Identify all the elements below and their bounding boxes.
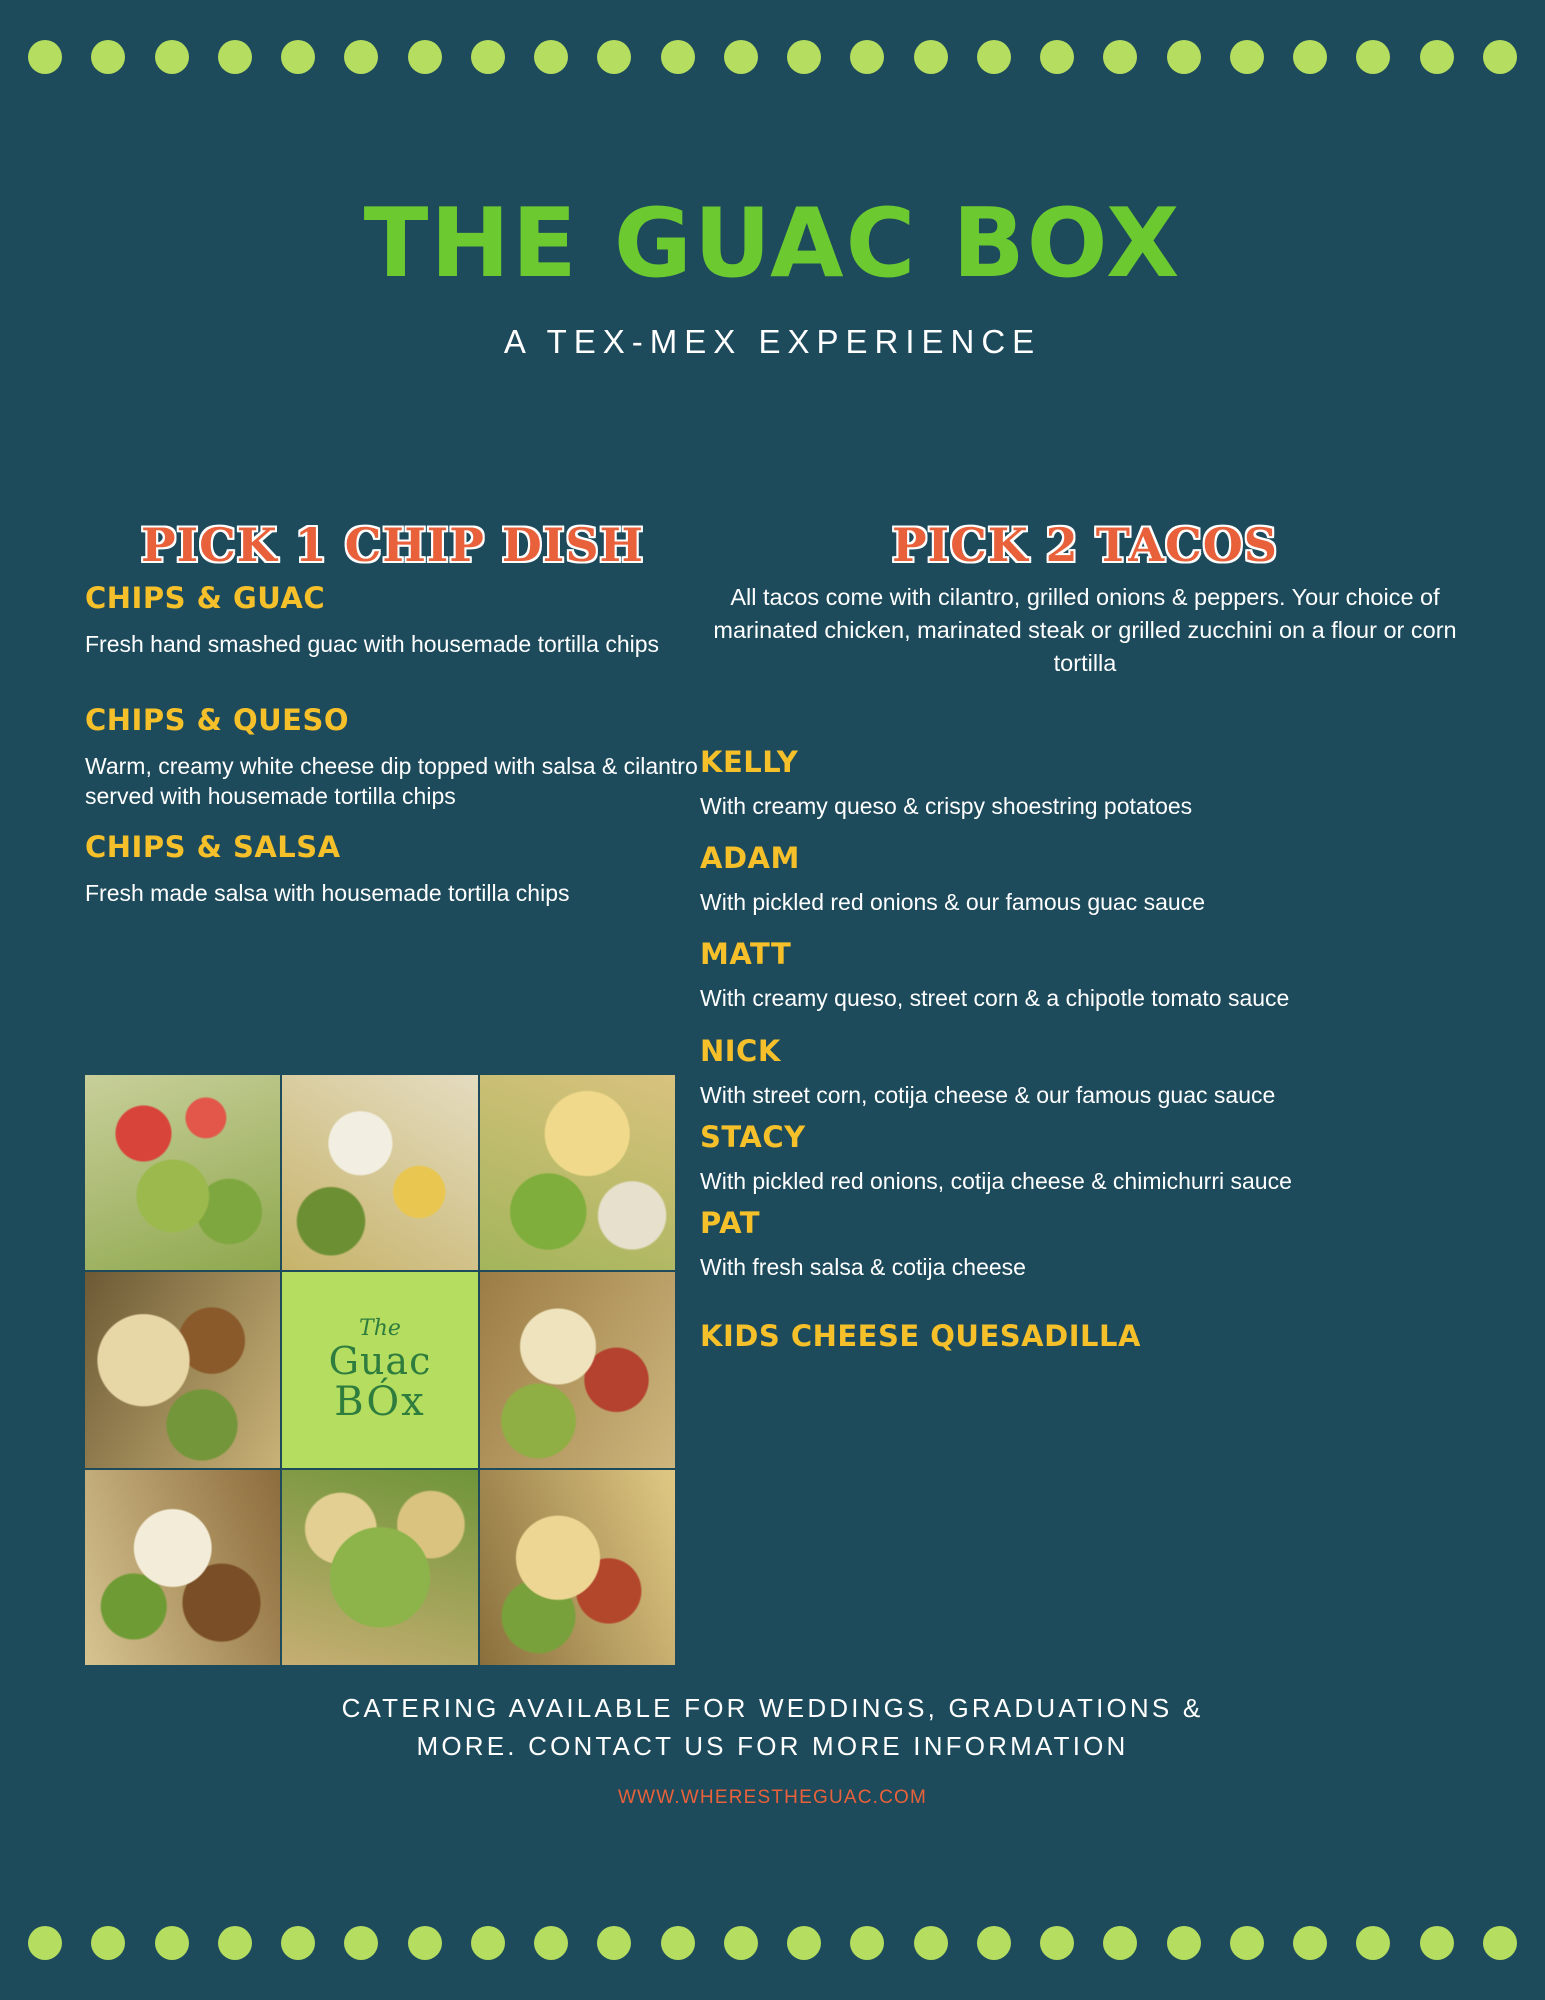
menu-item-name: MATT [700, 937, 792, 972]
spacer [700, 821, 1470, 841]
menu-item-name: CHIPS & QUESO [85, 702, 350, 737]
decorative-dot [408, 40, 442, 74]
catering-line-2: MORE. CONTACT US FOR MORE INFORMATION [416, 1730, 1129, 1761]
decorative-dot [597, 40, 631, 74]
brand-logo [282, 1272, 477, 1467]
menu-item-description: Fresh hand smashed guac with housemade tortilla chips [85, 630, 660, 657]
decorative-dot [850, 1926, 884, 1960]
decorative-dot [914, 40, 948, 74]
decorative-dot [28, 40, 62, 74]
decorative-dot [1356, 1926, 1390, 1960]
decorative-dot [661, 1926, 695, 1960]
menu-item-description: Fresh made salsa with housemade tortilla chips [85, 879, 570, 906]
decorative-dot [1356, 40, 1390, 74]
decorative-dot [155, 40, 189, 74]
tacos-intro-text: All tacos come with cilantro, grilled onions & peppers. Your choice of marinated chicken, marinated steak or grilled zucchini on a flour or corn tortilla [713, 583, 1457, 677]
decorative-dot [914, 1926, 948, 1960]
photo-chips-salsa-guac [85, 1075, 280, 1270]
decorative-dot [1483, 1926, 1517, 1960]
photo-crema-taco [85, 1470, 280, 1665]
menu-item-description: With fresh salsa & cotija cheese [700, 1254, 1026, 1281]
menu-item [700, 937, 1470, 1013]
catering-line-1: CATERING AVAILABLE FOR WEDDINGS, GRADUATIONS & [341, 1693, 1204, 1723]
decorative-dot [1040, 40, 1074, 74]
decorative-dot [977, 1926, 1011, 1960]
logo-the-text: The [359, 1315, 401, 1341]
decorative-dot [787, 1926, 821, 1960]
decorative-dot [1420, 1926, 1454, 1960]
decorative-dot [344, 1926, 378, 1960]
menu-item-description: With creamy queso & crispy shoestring potatoes [700, 792, 1193, 819]
spacer [85, 812, 700, 830]
decorative-dot [1040, 1926, 1074, 1960]
menu-item-description: With creamy queso, street corn & a chipotle tomato sauce [700, 985, 1290, 1012]
decorative-dot [1230, 1926, 1264, 1960]
menu-item [700, 1319, 1470, 1353]
decorative-dot [1293, 1926, 1327, 1960]
spacer [700, 681, 1470, 745]
decorative-dot [1167, 1926, 1201, 1960]
menu-item-name: KIDS CHEESE QUESADILLA [700, 1318, 1141, 1353]
menu-item [700, 841, 1470, 917]
decorative-dot [977, 40, 1011, 74]
photo-green-sauce-taco [480, 1075, 675, 1270]
menu-item-name: CHIPS & GUAC [85, 580, 326, 615]
tacos-section-heading: PICK 2 TACOS [891, 518, 1279, 572]
photo-street-corn-taco [282, 1075, 477, 1270]
decorative-dot [471, 40, 505, 74]
menu-item [700, 745, 1470, 821]
spacer [85, 659, 700, 703]
spacer [700, 1196, 1470, 1206]
decorative-dot [1103, 40, 1137, 74]
decorative-dot [661, 40, 695, 74]
decorative-dot [281, 40, 315, 74]
spacer [700, 1283, 1470, 1319]
decorative-dot [534, 1926, 568, 1960]
menu-item [85, 830, 700, 908]
decorative-dot [787, 40, 821, 74]
spacer [700, 917, 1470, 937]
decorative-dot [724, 40, 758, 74]
chips-section-heading: PICK 1 CHIP DISH [140, 518, 645, 572]
decorative-dot [91, 40, 125, 74]
top-dot-border [0, 22, 1545, 92]
photo-cilantro-taco [480, 1470, 675, 1665]
menu-item-name: NICK [700, 1033, 781, 1068]
logo-guac-text: Guac [328, 1338, 432, 1383]
decorative-dot [471, 1926, 505, 1960]
tacos-section [700, 520, 1545, 1353]
menu-item-description: Warm, creamy white cheese dip topped with salsa & cilantro served with housemade tortilla chips [85, 752, 698, 810]
menu-item-description: With street corn, cotija cheese & our famous guac sauce [700, 1081, 1276, 1108]
decorative-dot [1167, 40, 1201, 74]
bottom-dot-border [0, 1908, 1545, 1978]
decorative-dot [1230, 40, 1264, 74]
decorative-dot [850, 40, 884, 74]
decorative-dot [597, 1926, 631, 1960]
decorative-dot [91, 1926, 125, 1960]
decorative-dot [28, 1926, 62, 1960]
menu-item-name: CHIPS & SALSA [85, 829, 341, 864]
decorative-dot [218, 40, 252, 74]
decorative-dot [218, 1926, 252, 1960]
menu-item-name: ADAM [700, 841, 800, 876]
poster-footer [0, 1690, 1545, 1809]
poster-header [0, 189, 1545, 361]
menu-item [700, 1120, 1470, 1196]
logo-box-text: BÓx [334, 1378, 426, 1425]
menu-item [85, 581, 700, 659]
decorative-dot [1103, 1926, 1137, 1960]
menu-item-name: PAT [700, 1206, 761, 1241]
decorative-dot [1293, 40, 1327, 74]
photo-guacamole-bowl [282, 1470, 477, 1665]
decorative-dot [534, 40, 568, 74]
page-title: THE GUAC BOX [363, 189, 1182, 299]
menu-item-description: With pickled red onions, cotija cheese & chimichurri sauce [700, 1168, 1292, 1195]
food-photo-collage [85, 1075, 675, 1665]
decorative-dot [281, 1926, 315, 1960]
website-url[interactable]: WWW.WHERESTHEGUAC.COM [617, 1787, 928, 1809]
decorative-dot [1420, 40, 1454, 74]
photo-steak-taco [85, 1272, 280, 1467]
page-subtitle: A TEX-MEX EXPERIENCE [503, 322, 1042, 360]
spacer [700, 1110, 1470, 1120]
decorative-dot [344, 40, 378, 74]
menu-item-description: With pickled red onions & our famous guac sauce [700, 889, 1205, 916]
menu-item [700, 1034, 1470, 1110]
decorative-dot [155, 1926, 189, 1960]
decorative-dot [408, 1926, 442, 1960]
menu-item [700, 1206, 1470, 1282]
menu-item-name: KELLY [700, 744, 799, 779]
decorative-dot [1483, 40, 1517, 74]
decorative-dot [724, 1926, 758, 1960]
spacer [700, 1014, 1470, 1034]
photo-cotija-taco [480, 1272, 675, 1467]
menu-item [85, 703, 700, 812]
menu-item-name: STACY [700, 1120, 806, 1155]
